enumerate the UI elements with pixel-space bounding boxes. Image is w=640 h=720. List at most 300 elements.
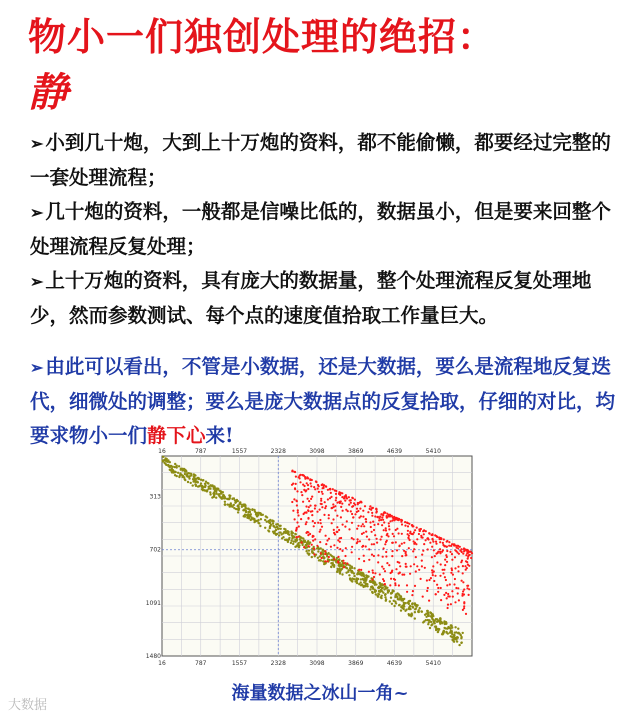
scatter-point-red: [373, 576, 375, 578]
scatter-point-red: [342, 560, 344, 562]
scatter-point-red: [457, 592, 459, 594]
x-tick-label-bottom: 2328: [270, 660, 286, 667]
scatter-point-olive: [267, 529, 269, 531]
scatter-point-olive: [211, 496, 213, 498]
scatter-point-red: [385, 529, 387, 531]
scatter-point-olive: [363, 579, 365, 581]
scatter-point-red: [431, 534, 433, 536]
scatter-point-red: [461, 548, 463, 550]
scatter-point-olive: [372, 592, 374, 594]
scatter-point-red: [310, 498, 312, 500]
scatter-point-red: [385, 551, 387, 553]
scatter-point-olive: [241, 506, 243, 508]
bullet-item: [30, 126, 615, 195]
scatter-point-red: [369, 521, 371, 523]
scatter-point-red: [416, 538, 418, 540]
scatter-point-red: [318, 485, 320, 487]
scatter-point-red: [325, 535, 327, 537]
scatter-point-red: [415, 556, 417, 558]
scatter-point-red: [431, 546, 433, 548]
scatter-point-red: [317, 488, 319, 490]
scatter-point-olive: [370, 581, 372, 583]
scatter-point-red: [453, 543, 455, 545]
scatter-point-red: [462, 590, 464, 592]
scatter-point-red: [403, 542, 405, 544]
scatter-point-olive: [220, 497, 222, 499]
scatter-point-olive: [283, 528, 285, 530]
scatter-point-olive: [349, 567, 351, 569]
scatter-point-olive: [384, 596, 386, 598]
scatter-point-red: [420, 528, 422, 530]
scatter-point-red: [407, 533, 409, 535]
scatter-point-red: [315, 480, 317, 482]
scatter-point-olive: [427, 610, 429, 612]
scatter-point-olive: [381, 590, 383, 592]
scatter-point-red: [426, 590, 428, 592]
scatter-point-red: [321, 506, 323, 508]
scatter-point-olive: [345, 567, 347, 569]
scatter-point-olive: [273, 525, 275, 527]
scatter-point-red: [300, 491, 302, 493]
scatter-point-olive: [400, 595, 402, 597]
scatter-point-red: [332, 518, 334, 520]
scatter-point-red: [391, 520, 393, 522]
scatter-point-olive: [379, 586, 381, 588]
scatter-point-red: [462, 609, 464, 611]
scatter-point-red: [306, 482, 308, 484]
scatter-point-olive: [430, 612, 432, 614]
scatter-point-olive: [353, 578, 355, 580]
scatter-point-red: [412, 590, 414, 592]
scatter-point-olive: [432, 615, 434, 617]
scatter-point-red: [382, 514, 384, 516]
arrow-bullet-icon: ➢: [30, 358, 44, 377]
scatter-point-red: [395, 568, 397, 570]
scatter-point-red: [292, 483, 294, 485]
scatter-point-olive: [384, 585, 386, 587]
scatter-point-red: [467, 556, 469, 558]
scatter-point-red: [346, 562, 348, 564]
scatter-point-red: [446, 541, 448, 543]
scatter-point-red: [319, 519, 321, 521]
scatter-point-olive: [173, 471, 175, 473]
scatter-point-olive: [184, 473, 186, 475]
scatter-point-olive: [209, 493, 211, 495]
scatter-point-olive: [266, 516, 268, 518]
scatter-point-red: [396, 519, 398, 521]
scatter-point-olive: [375, 590, 377, 592]
scatter-point-olive: [260, 512, 262, 514]
scatter-point-red: [438, 536, 440, 538]
scatter-point-red: [314, 505, 316, 507]
scatter-point-olive: [241, 504, 243, 506]
scatter-point-red: [338, 529, 340, 531]
scatter-point-olive: [189, 475, 191, 477]
scatter-point-red: [376, 542, 378, 544]
scatter-point-red: [447, 595, 449, 597]
scatter-point-red: [398, 518, 400, 520]
scatter-point-olive: [453, 634, 455, 636]
scatter-point-olive: [207, 486, 209, 488]
scatter-point-red: [322, 493, 324, 495]
scatter-point-olive: [235, 508, 237, 510]
scatter-point-red: [299, 474, 301, 476]
scatter-point-olive: [231, 498, 233, 500]
scatter-point-red: [374, 515, 376, 517]
scatter-point-red: [388, 528, 390, 530]
scatter-point-red: [380, 538, 382, 540]
scatter-point-red: [383, 511, 385, 513]
scatter-point-red: [383, 568, 385, 570]
scatter-point-red: [381, 524, 383, 526]
scatter-point-red: [463, 601, 465, 603]
scatter-point-olive: [330, 562, 332, 564]
scatter-point-red: [411, 594, 413, 596]
y-tick-label: 1091: [145, 599, 161, 607]
scatter-point-red: [317, 522, 319, 524]
scatter-point-red: [413, 548, 415, 550]
scatter-point-red: [302, 484, 304, 486]
scatter-point-red: [320, 552, 322, 554]
scatter-point-olive: [456, 640, 458, 642]
scatter-point-olive: [460, 642, 462, 644]
scatter-point-olive: [408, 608, 410, 610]
scatter-point-olive: [209, 488, 211, 490]
scatter-point-olive: [181, 476, 183, 478]
scatter-point-red: [373, 543, 375, 545]
scatter-point-olive: [275, 534, 277, 536]
scatter-point-olive: [176, 466, 178, 468]
scatter-point-red: [420, 535, 422, 537]
x-tick-label-bottom: 3098: [309, 660, 325, 667]
scatter-point-red: [451, 590, 453, 592]
scatter-point-red: [350, 510, 352, 512]
scatter-point-olive: [257, 520, 259, 522]
scatter-point-olive: [395, 594, 397, 596]
scatter-point-red: [341, 503, 343, 505]
scatter-point-olive: [214, 488, 216, 490]
scatter-point-red: [357, 538, 359, 540]
scatter-point-red: [467, 558, 469, 560]
scatter-point-red: [376, 538, 378, 540]
scatter-point-red: [319, 529, 321, 531]
scatter-point-olive: [193, 473, 195, 475]
scatter-point-red: [398, 532, 400, 534]
scatter-point-olive: [288, 534, 290, 536]
scatter-point-red: [434, 575, 436, 577]
scatter-point-red: [365, 545, 367, 547]
scatter-point-red: [340, 506, 342, 508]
scatter-point-olive: [424, 614, 426, 616]
x-tick-label-bottom: 1557: [231, 660, 248, 667]
scatter-point-red: [435, 593, 437, 595]
scatter-point-olive: [460, 637, 462, 639]
scatter-point-olive: [244, 504, 246, 506]
scatter-point-red: [388, 564, 390, 566]
scatter-point-red: [449, 551, 451, 553]
scatter-point-olive: [350, 571, 352, 573]
scatter-point-red: [305, 523, 307, 525]
scatter-point-red: [447, 604, 449, 606]
scatter-point-red: [337, 556, 339, 558]
scatter-point-red: [439, 575, 441, 577]
scatter-point-red: [433, 549, 435, 551]
scatter-point-red: [404, 521, 406, 523]
scatter-point-olive: [359, 572, 361, 574]
scatter-point-red: [462, 553, 464, 555]
scatter-point-olive: [451, 626, 453, 628]
x-tick-label-bottom: 787: [195, 660, 207, 667]
scatter-point-olive: [269, 527, 271, 529]
scatter-point-red: [313, 486, 315, 488]
scatter-point-red: [431, 556, 433, 558]
scatter-point-olive: [297, 542, 299, 544]
scatter-point-red: [377, 561, 379, 563]
scatter-point-red: [419, 530, 421, 532]
scatter-point-olive: [338, 558, 340, 560]
scatter-point-red: [370, 509, 372, 511]
scatter-point-red: [452, 574, 454, 576]
scatter-point-red: [444, 545, 446, 547]
scatter-point-red: [457, 587, 459, 589]
scatter-point-red: [458, 599, 460, 601]
scatter-point-olive: [179, 474, 181, 476]
scatter-point-red: [307, 518, 309, 520]
scatter-point-red: [293, 498, 295, 500]
scatter-point-red: [319, 541, 321, 543]
scatter-point-olive: [387, 591, 389, 593]
scatter-point-olive: [205, 481, 207, 483]
scatter-point-red: [449, 583, 451, 585]
scatter-point-olive: [376, 595, 378, 597]
scatter-point-red: [382, 556, 384, 558]
scatter-point-red: [356, 508, 358, 510]
scatter-point-red: [293, 471, 295, 473]
conclusion-text: 由此可以看出，不管是小数据，还是大数据，要么是流程地反复迭代，细微处的调整；要么是庞大数据点的反复拾取，仔细的对比，均要求物小一们: [30, 355, 616, 447]
scatter-point-red: [454, 601, 456, 603]
scatter-point-olive: [198, 478, 200, 480]
scatter-point-olive: [206, 489, 208, 491]
scatter-point-red: [341, 492, 343, 494]
scatter-point-red: [405, 563, 407, 565]
scatter-point-olive: [410, 615, 412, 617]
scatter-point-red: [328, 556, 330, 558]
scatter-point-red: [435, 541, 437, 543]
scatter-point-red: [308, 500, 310, 502]
scatter-point-red: [407, 522, 409, 524]
scatter-point-olive: [262, 514, 264, 516]
scatter-point-olive: [273, 532, 275, 534]
scatter-point-red: [362, 516, 364, 518]
arrow-bullet-icon: ➢: [30, 272, 44, 291]
scatter-point-red: [322, 487, 324, 489]
scatter-point-olive: [233, 504, 235, 506]
scatter-point-red: [356, 511, 358, 513]
scatter-point-red: [291, 501, 293, 503]
scatter-point-red: [351, 522, 353, 524]
scatter-point-red: [461, 551, 463, 553]
scatter-point-olive: [356, 573, 358, 575]
scatter-point-olive: [247, 513, 249, 515]
scatter-point-red: [309, 533, 311, 535]
scatter-point-red: [303, 513, 305, 515]
conclusion-paragraph: [30, 350, 615, 453]
scatter-point-olive: [242, 509, 244, 511]
scatter-point-red: [384, 570, 386, 572]
scatter-point-olive: [298, 546, 300, 548]
scatter-point-red: [428, 600, 430, 602]
scatter-point-olive: [392, 589, 394, 591]
scatter-point-red: [432, 565, 434, 567]
scatter-point-red: [426, 538, 428, 540]
scatter-point-red: [421, 554, 423, 556]
scatter-point-red: [386, 562, 388, 564]
scatter-point-red: [360, 515, 362, 517]
scatter-point-red: [399, 565, 401, 567]
scatter-point-red: [424, 567, 426, 569]
scatter-point-red: [334, 533, 336, 535]
scatter-point-olive: [428, 615, 430, 617]
scatter-point-red: [348, 504, 350, 506]
scatter-point-olive: [238, 507, 240, 509]
scatter-point-olive: [269, 519, 271, 521]
scatter-point-red: [451, 553, 453, 555]
scatter-point-olive: [372, 587, 374, 589]
scatter-point-red: [345, 547, 347, 549]
scatter-point-olive: [269, 522, 271, 524]
scatter-point-red: [463, 547, 465, 549]
scatter-point-red: [456, 547, 458, 549]
scatter-point-red: [398, 584, 400, 586]
scatter-point-red: [344, 555, 346, 557]
scatter-point-olive: [308, 553, 310, 555]
scatter-point-red: [366, 536, 368, 538]
scatter-point-red: [337, 502, 339, 504]
scatter-point-olive: [184, 479, 186, 481]
scatter-point-olive: [353, 567, 355, 569]
scatter-point-red: [339, 548, 341, 550]
scatter-point-red: [294, 487, 296, 489]
scatter-point-olive: [224, 503, 226, 505]
scatter-point-red: [340, 537, 342, 539]
scatter-point-olive: [236, 499, 238, 501]
scatter-point-red: [359, 540, 361, 542]
scatter-point-olive: [271, 519, 273, 521]
scatter-point-red: [314, 538, 316, 540]
scatter-point-red: [360, 525, 362, 527]
scatter-point-red: [318, 491, 320, 493]
scatter-point-red: [323, 514, 325, 516]
scatter-point-red: [454, 578, 456, 580]
scatter-point-red: [311, 496, 313, 498]
scatter-point-red: [448, 545, 450, 547]
scatter-point-red: [398, 562, 400, 564]
scatter-point-red: [371, 578, 373, 580]
scatter-point-red: [370, 526, 372, 528]
scatter-point-olive: [438, 620, 440, 622]
scatter-point-olive: [282, 536, 284, 538]
scatter-point-olive: [396, 592, 398, 594]
scatter-point-red: [351, 537, 353, 539]
scatter-point-olive: [401, 599, 403, 601]
scatter-point-red: [365, 518, 367, 520]
scatter-point-red: [336, 531, 338, 533]
scatter-point-olive: [213, 486, 215, 488]
scatter-point-olive: [197, 485, 199, 487]
scatter-point-red: [463, 588, 465, 590]
scatter-point-red: [442, 549, 444, 551]
scatter-point-red: [365, 521, 367, 523]
scatter-point-red: [423, 543, 425, 545]
scatter-point-red: [373, 524, 375, 526]
scatter-point-olive: [347, 569, 349, 571]
scatter-point-olive: [451, 632, 453, 634]
scatter-point-red: [418, 569, 420, 571]
scatter-point-red: [347, 510, 349, 512]
scatter-point-olive: [391, 603, 393, 605]
scatter-point-red: [382, 578, 384, 580]
scatter-point-olive: [395, 602, 397, 604]
scatter-point-red: [464, 565, 466, 567]
scatter-point-red: [310, 511, 312, 513]
x-tick-label-top: 2328: [270, 448, 286, 455]
scatter-point-olive: [290, 540, 292, 542]
scatter-point-red: [301, 541, 303, 543]
scatter-point-red: [307, 510, 309, 512]
scatter-point-olive: [458, 644, 460, 646]
scatter-point-olive: [327, 552, 329, 554]
scatter-point-red: [377, 523, 379, 525]
x-tick-label-bottom: 4639: [386, 660, 403, 667]
scatter-point-olive: [234, 502, 236, 504]
scatter-point-red: [331, 522, 333, 524]
scatter-point-olive: [400, 606, 402, 608]
scatter-point-red: [330, 496, 332, 498]
scatter-point-olive: [450, 624, 452, 626]
scatter-point-olive: [430, 621, 432, 623]
scatter-point-red: [296, 527, 298, 529]
scatter-point-red: [391, 555, 393, 557]
scatter-point-olive: [195, 478, 197, 480]
scatter-point-red: [367, 511, 369, 513]
scatter-point-red: [446, 584, 448, 586]
scatter-point-red: [431, 569, 433, 571]
scatter-point-red: [305, 505, 307, 507]
scatter-point-red: [454, 567, 456, 569]
scatter-point-red: [428, 532, 430, 534]
scatter-point-red: [440, 599, 442, 601]
scatter-point-red: [468, 588, 470, 590]
scatter-point-red: [380, 519, 382, 521]
scatter-point-olive: [256, 515, 258, 517]
scatter-point-olive: [294, 533, 296, 535]
scatter-point-olive: [279, 531, 281, 533]
scatter-point-red: [413, 563, 415, 565]
scatter-point-olive: [178, 476, 180, 478]
scatter-point-red: [338, 493, 340, 495]
scatter-point-red: [412, 550, 414, 552]
scatter-point-red: [404, 525, 406, 527]
scatter-point-olive: [414, 611, 416, 613]
scatter-point-olive: [360, 578, 362, 580]
scatter-point-olive: [390, 597, 392, 599]
scatter-point-olive: [458, 632, 460, 634]
scatter-point-red: [368, 538, 370, 540]
scatter-point-red: [399, 545, 401, 547]
scatter-point-olive: [331, 555, 333, 557]
x-tick-label-top: 787: [195, 448, 207, 455]
scatter-point-red: [371, 531, 373, 533]
